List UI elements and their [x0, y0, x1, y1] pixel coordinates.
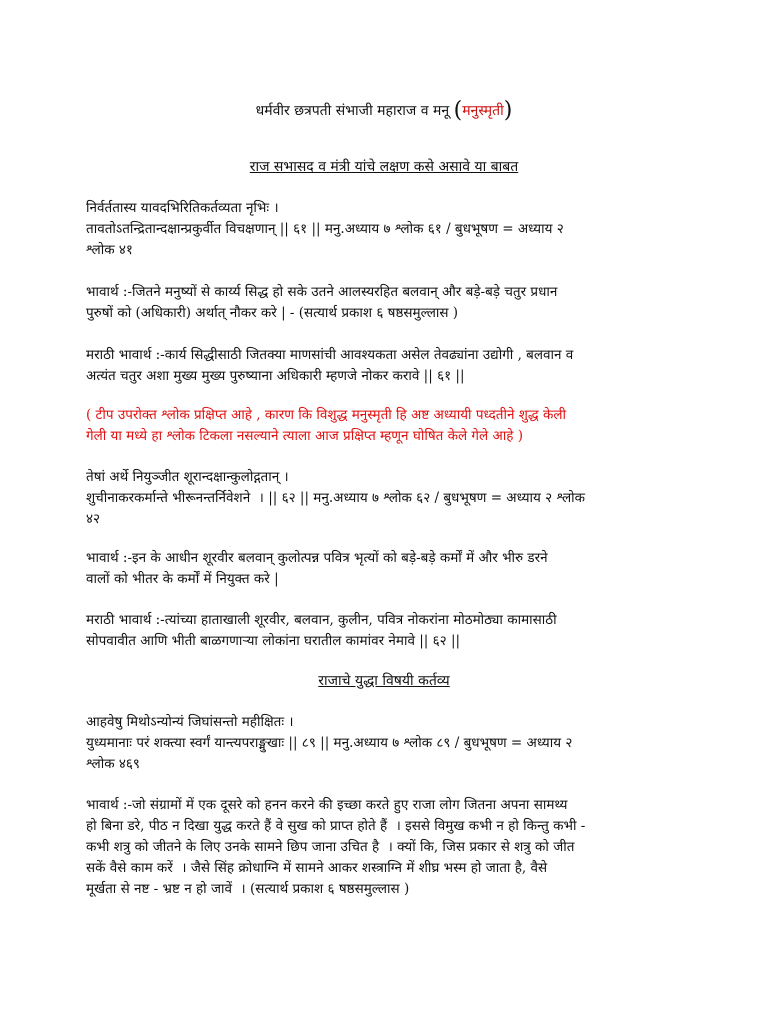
verse-61-line-3: श्लोक ४१ — [86, 242, 133, 258]
hindi-89-line-3: कभी शत्रु को जीतने के लिए उनके सामने छिप जाना उचित है । क्यों कि, जिस प्रकार से शत्रु को जीत — [86, 839, 575, 855]
note-line-2: गेली या मध्ये हा श्लोक टिकला नसल्याने त्याला आज प्रक्षिप्त म्हणून घोषित केले गेले आहे ) — [86, 428, 523, 444]
hindi-89-line-4: सकें वैसे काम करें । जैसे सिंह क्रोधाग्नि में सामने आकर शस्त्राग्नि में शीघ्र भस्म हो जाता है, वैसे — [86, 860, 548, 876]
hindi-meaning-61 — [86, 282, 686, 324]
hindi-89-line-1: भावार्थ :-जो संग्रामों में एक दूसरे को हनन करने की इच्छा करते हुए राजा लोग जितना अपना सामथ्य — [86, 797, 568, 813]
section-heading-war-duty: राजाचे युद्धा विषयी कर्तव्य — [318, 673, 450, 689]
verse-62-line-3: ४२ — [86, 511, 101, 527]
hindi-61-line-2: पुरुषों को (अधिकारी) अर्थात् नौकर करे | - (सत्यार्थ प्रकाश ६ षष्ठसमुल्लास ) — [86, 305, 459, 321]
verse-61 — [86, 198, 686, 261]
document-title — [0, 98, 768, 124]
hindi-89-line-5: मूर्खता से नष्ट - भ्रष्ट न हो जावें । (सत्यार्थ प्रकाश ६ षष्ठसमुल्लास ) — [86, 881, 410, 897]
marathi-61-line-1: मराठी भावार्थ :-कार्य सिद्धीसाठी जितक्या माणसांची आवश्यकता असेल तेवढ्यांना उद्योगी , बलवान व — [86, 347, 574, 363]
verse-62-line-2: शुचीनाकरकर्मान्ते भीरूनन्तर्निवेशने । || ६२ || मनु.अध्याय ७ श्लोक ६२ / बुधभूषण = अध्याय २ श्लोक — [86, 490, 586, 506]
marathi-62-line-1: मराठी भावार्थ :-त्यांच्या हाताखाली शूरवीर, बलवान, कुलीन, पवित्र नोकरांना मोठमोठ्या कामासाठी — [86, 612, 557, 628]
title-close-paren: ) — [503, 98, 513, 123]
hindi-61-line-1: भावार्थ :-जितने मनुष्यों से कार्य्य सिद्ध हो सके उतने आलस्यरहित बलवान् और बड़े-बड़े चतुर प्रधान — [86, 284, 558, 300]
verse-61-line-1: निर्वर्ततास्य यावदभिरितिकर्तव्यता नृभिः । — [86, 200, 279, 216]
marathi-meaning-62 — [86, 610, 686, 652]
title-main: धर्मवीर छत्रपती संभाजी महाराज व मनू — [255, 103, 454, 119]
verse-62-line-1: तेषां अर्थे नियुञ्जीत शूरान्दक्षान्कुलोद्गतान् । — [86, 469, 289, 485]
verse-89-line-1: आहवेषु मिथोऽन्योन्यं जिघांसन्तो महीक्षितः । — [86, 714, 294, 730]
verse-61-line-2: तावतोऽतन्द्रितान्दक्षान्प्रकुर्वीत विचक्षणान् || ६१ || मनु.अध्याय ७ श्लोक ६१ / बुधभूषण = अध्याय २ — [86, 221, 564, 237]
marathi-62-line-2: सोपवावीत आणि भीती बाळगणाऱ्या लोकांना घरातील कामांवर नेमावे || ६२ || — [86, 633, 461, 649]
hindi-89-line-2: हो बिना डरे, पीठ न दिखा युद्ध करते हैं वे सुख को प्राप्त होते हैं । इससे विमुख कभी न हो किन्तु कभी - — [86, 818, 586, 834]
verse-89-line-2: युध्यमानाः परं शक्त्या स्वर्गं यान्त्यपराङ्मुखाः || ८९ || मनु.अध्याय ७ श्लोक ८९ / बुधभूषण = अध्याय २ — [86, 735, 573, 751]
marathi-61-line-2: अत्यंत चतुर अशा मुख्य मुख्य पुरुष्याना अधिकारी म्हणजे नोकर करावे || ६१ || — [86, 368, 465, 384]
verse-62 — [86, 467, 686, 530]
hindi-meaning-89 — [86, 795, 686, 900]
interpolation-note — [86, 405, 686, 447]
hindi-meaning-62 — [86, 548, 686, 590]
title-open-paren: ( — [453, 98, 463, 123]
marathi-meaning-61 — [86, 345, 686, 387]
note-line-1: ( टीप उपरोक्त श्लोक प्रक्षिप्त आहे , कारण कि विशुद्ध मनुस्मृती हि अष्ट अध्यायी पध्दतीने शुद्ध केली — [86, 407, 567, 423]
title-manusmriti: मनुस्मृती — [462, 103, 504, 119]
hindi-62-line-1: भावार्थ :-इन के आधीन शूरवीर बलवान् कुलोत्पन्न पवित्र भृत्यों को बड़े-बड़े कर्मों में और भीरु डरने — [86, 550, 548, 566]
hindi-62-line-2: वालों को भीतर के कर्मों में नियुक्त करे | — [86, 571, 279, 587]
section-heading-ministers: राज सभासद व मंत्री यांचे लक्षण कसे असावे या बाबत — [249, 159, 519, 175]
verse-89-line-3: श्लोक ४६९ — [86, 756, 140, 772]
verse-89 — [86, 712, 686, 775]
